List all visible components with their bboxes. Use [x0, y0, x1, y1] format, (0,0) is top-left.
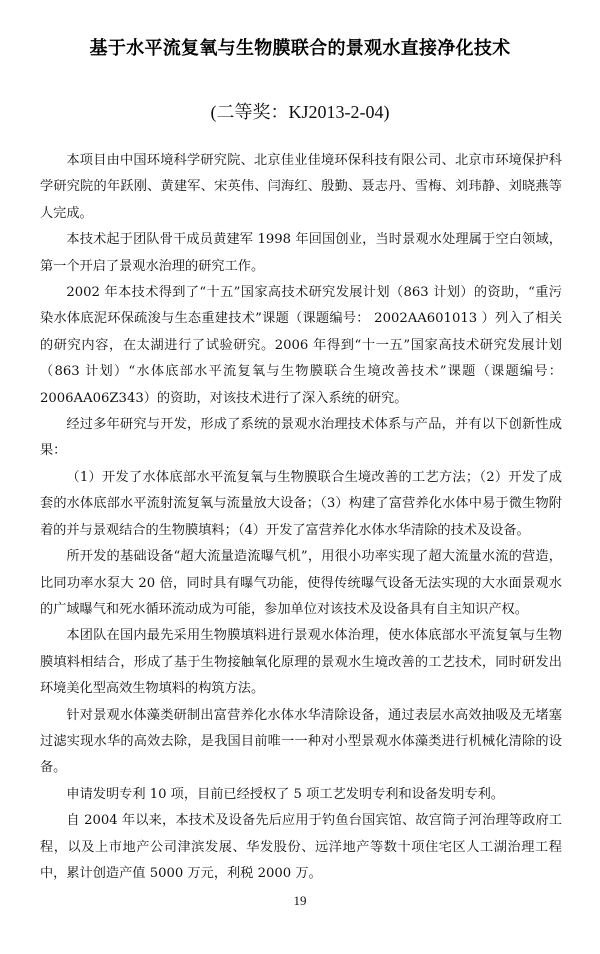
paragraph-patents: 申请发明专利 10 项，目前已经授权了 5 项工艺发明专利和设备发明专利。: [66, 786, 504, 802]
paragraph-achievements-intro: 经过多年研究与开发，形成了系统的景观水治理技术体系与产品，并有以下创新性成果：: [40, 417, 562, 459]
paragraph-authors: 本项目由中国环境科学研究院、北京佳业佳境环保科技有限公司、北京市环境保护科学研究院的年跃刚、黄建军、宋英伟、闫海红、殷勤、聂志丹、雪梅、刘玮静、刘晓燕等人完成。: [40, 153, 562, 221]
document-body: [40, 148, 562, 887]
paragraph-achievements-list: （1）开发了水体底部水平流复氧与生物膜联合生境改善的工艺方法；（2）开发了成套的水体底部水平流射流复氧与流量放大设备；（3）构建了富营养化水体中易于微生物附着的并与景观结合的生物膜填料；（4）开发了富营养化水体水华清除的技术及设备。: [40, 469, 562, 538]
award-subtitle: (二等奖：KJ2013-2-04): [210, 102, 390, 122]
document-title: 基于水平流复氧与生物膜联合的景观水直接净化技术: [89, 38, 511, 59]
paragraph-algae-removal: 针对景观水体藻类研制出富营养化水体水华清除设备，通过表层水高效抽吸及无堵塞过滤实现水华的高效去除，是我国目前唯一一种对小型景观水体藻类进行机械化清除的设备。: [40, 707, 562, 776]
paragraph-aerator-device: 所开发的基础设备“超大流量造流曝气机”，用很小功率实现了超大流量水流的营造，比同功率水泵大 20 倍，同时具有曝气功能，使得传统曝气设备无法实现的大水面景观水的广域曝气和死水循环流动成为可能，参加单位对该技术及设备具有自主知识产权。: [40, 549, 562, 617]
paragraph-origin: 本技术起于团队骨干成员黄建军 1998 年回国创业，当时景观水处理属于空白领域，第一个开启了景观水治理的研究工作。: [40, 232, 562, 274]
paragraph-biofilm: 本团队在国内最先采用生物膜填料进行景观水体治理，使水体底部水平流复氧与生物膜填料相结合，形成了基于生物接触氧化原理的景观水生境改善的工艺技术，同时研发出环境美化型高效生物填料的构筑方法。: [40, 628, 562, 697]
page-number: 19: [293, 893, 307, 908]
paragraph-applications: 自 2004 年以来，本技术及设备先后应用于钓鱼台国宾馆、故宫筒子河治理等政府工程，以及上市地产公司津滨发展、华发股份、远洋地产等数十项住宅区人工湖治理工程中，累计创造产值 5000 万元，利税 2000 万。: [40, 813, 562, 881]
paragraph-funding: 2002 年本技术得到了“十五”国家高技术研究发展计划（863 计划）的资助，“重污染水体底泥环保疏浚与生态重建技术”课题（课题编号： 2002AA601013 ）列入了相关的研究内容，在太湖进行了试验研究。2006 年得到“十一五”国家高技术研究发展计划（863 计划）“水体底部水平流复氧与生物膜联合生境改善技术”课题（课题编号： 2006AA06Z343）的资助，对该技术进行了深入系统的研究。: [40, 285, 562, 406]
